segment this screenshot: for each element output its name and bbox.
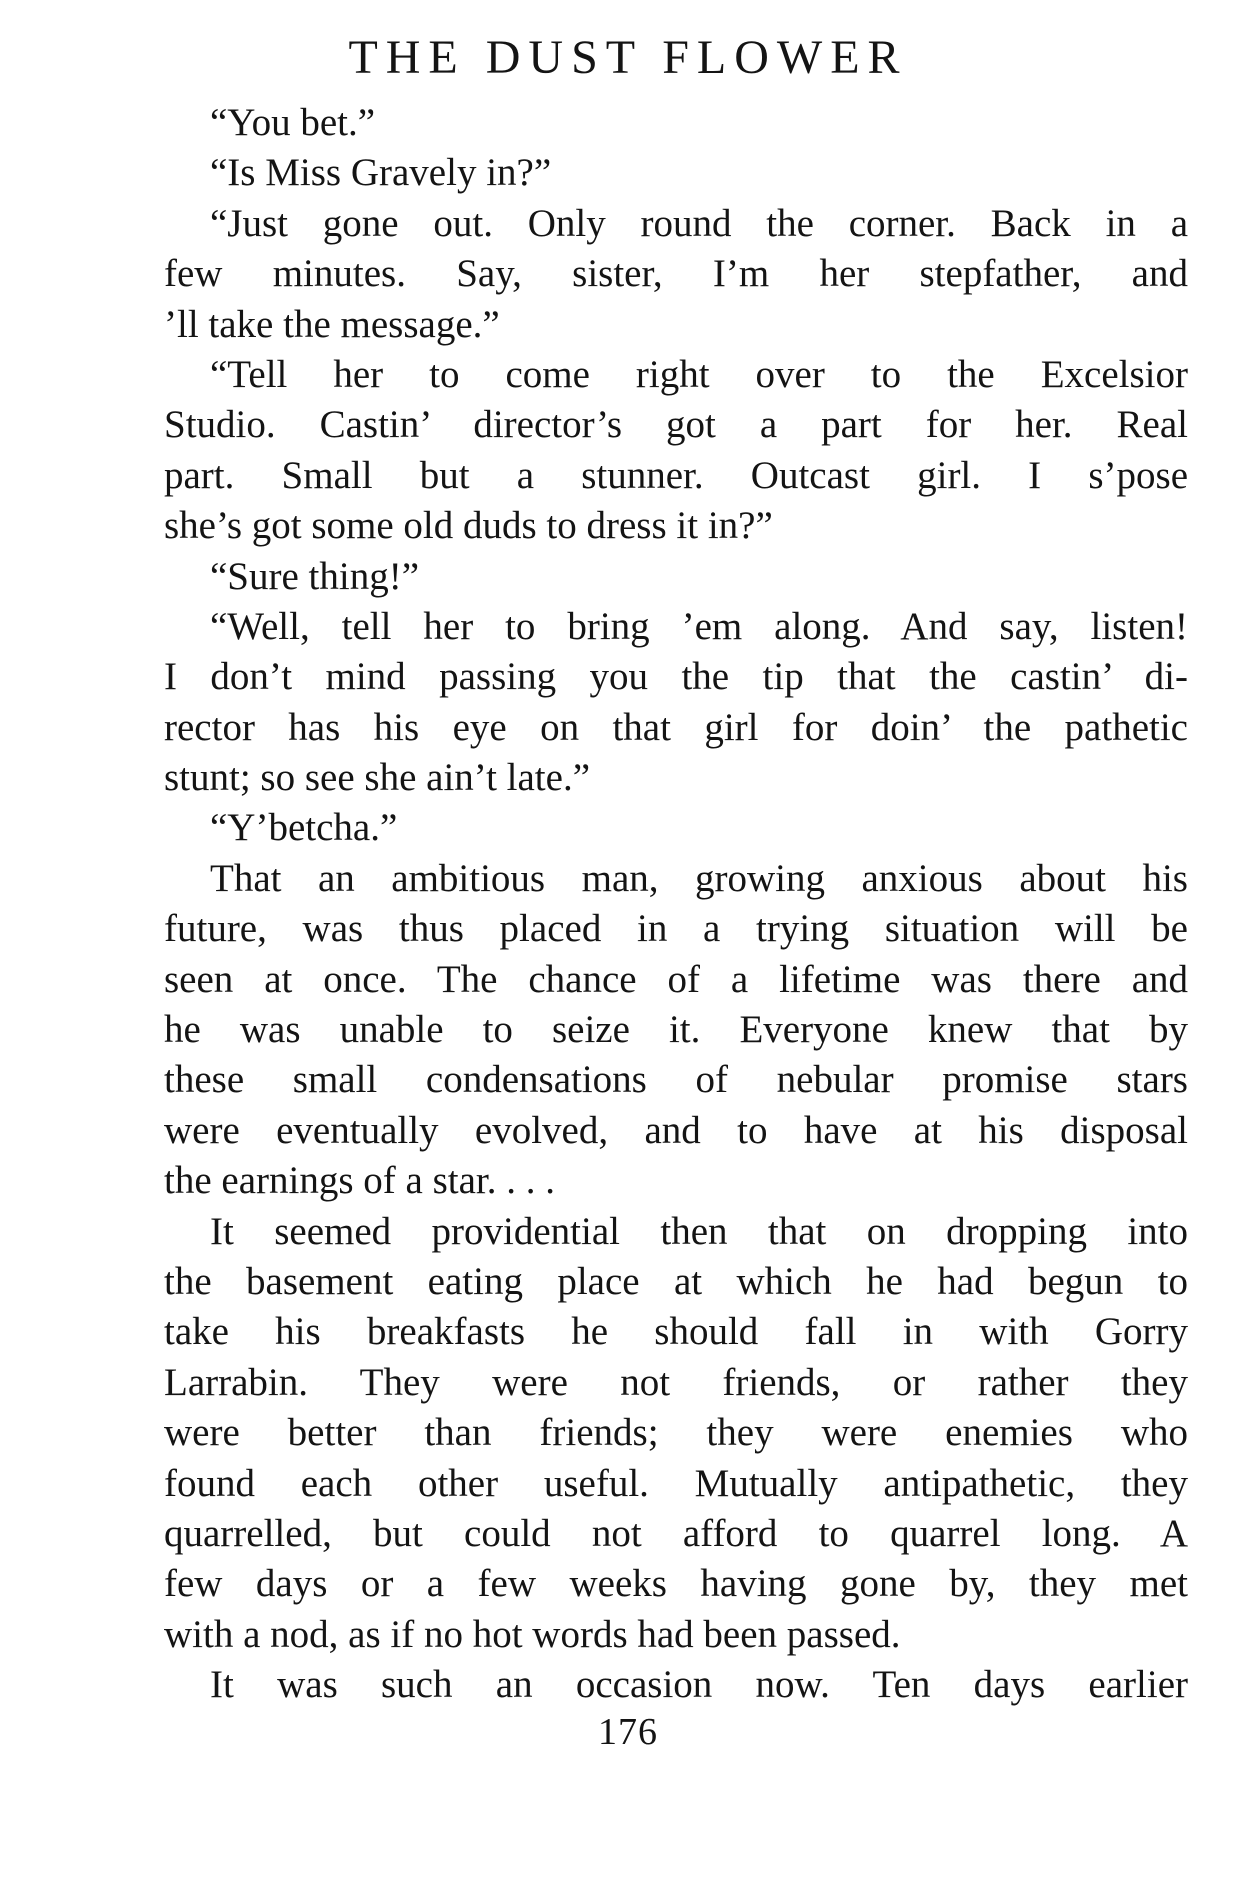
text-line: were eventually evolved, and to have at his disposal [164, 1108, 1188, 1152]
running-head: THE DUST FLOWER [348, 31, 908, 84]
text-line: Larrabin. They were not friends, or rather they [164, 1360, 1188, 1404]
text-line: were better than friends; they were enemies who [164, 1411, 1188, 1455]
text-line: found each other useful. Mutually antipathetic, they [164, 1461, 1188, 1505]
text-line: “Tell her to come right over to the Excelsior [210, 352, 1188, 396]
text-line: with a nod, as if no hot words had been passed. [164, 1612, 901, 1656]
text-line: take his breakfasts he should fall in with Gorry [164, 1310, 1188, 1354]
text-line: It seemed providential then that on dropping into [210, 1209, 1188, 1253]
text-line: “Y’betcha.” [210, 806, 398, 850]
text-line: “You bet.” [210, 101, 376, 144]
text-line: the earnings of a star. . . . [164, 1159, 555, 1203]
text-line: she’s got some old duds to dress it in?” [164, 504, 773, 548]
text-line: “Is Miss Gravely in?” [210, 151, 552, 195]
text-line: future, was thus placed in a trying situation will be [164, 907, 1188, 951]
text-line: I don’t mind passing you the tip that the castin’ di- [164, 655, 1188, 699]
text-line: “Well, tell her to bring ’em along. And say, listen! [210, 604, 1188, 648]
text-line: It was such an occasion now. Ten days earlier [210, 1663, 1188, 1707]
text-line: That an ambitious man, growing anxious about his [210, 856, 1188, 900]
page-number: 176 [598, 1711, 658, 1753]
text-line: seen at once. The chance of a lifetime was there and [164, 957, 1188, 1001]
text-line: he was unable to seize it. Everyone knew that by [164, 1008, 1188, 1052]
text-line: part. Small but a stunner. Outcast girl. I s’pose [164, 453, 1188, 497]
text-line: Studio. Castin’ director’s got a part for her. Real [164, 403, 1188, 447]
text-line: stunt; so see she ain’t late.” [164, 756, 591, 800]
text-line: the basement eating place at which he had begun to [164, 1259, 1188, 1303]
text-line: rector has his eye on that girl for doin’ the pathetic [164, 705, 1188, 749]
text-line: few days or a few weeks having gone by, they met [164, 1562, 1188, 1606]
text-line: few minutes. Say, sister, I’m her stepfather, and [164, 252, 1188, 296]
text-line: quarrelled, but could not afford to quarrel long. A [164, 1511, 1188, 1555]
body-text [164, 98, 1188, 1711]
text-line: “Just gone out. Only round the corner. Back in a [210, 201, 1188, 245]
text-line: “Sure thing!” [210, 554, 420, 598]
text-line: these small condensations of nebular promise stars [164, 1058, 1188, 1102]
text-line: ’ll take the message.” [164, 302, 500, 346]
